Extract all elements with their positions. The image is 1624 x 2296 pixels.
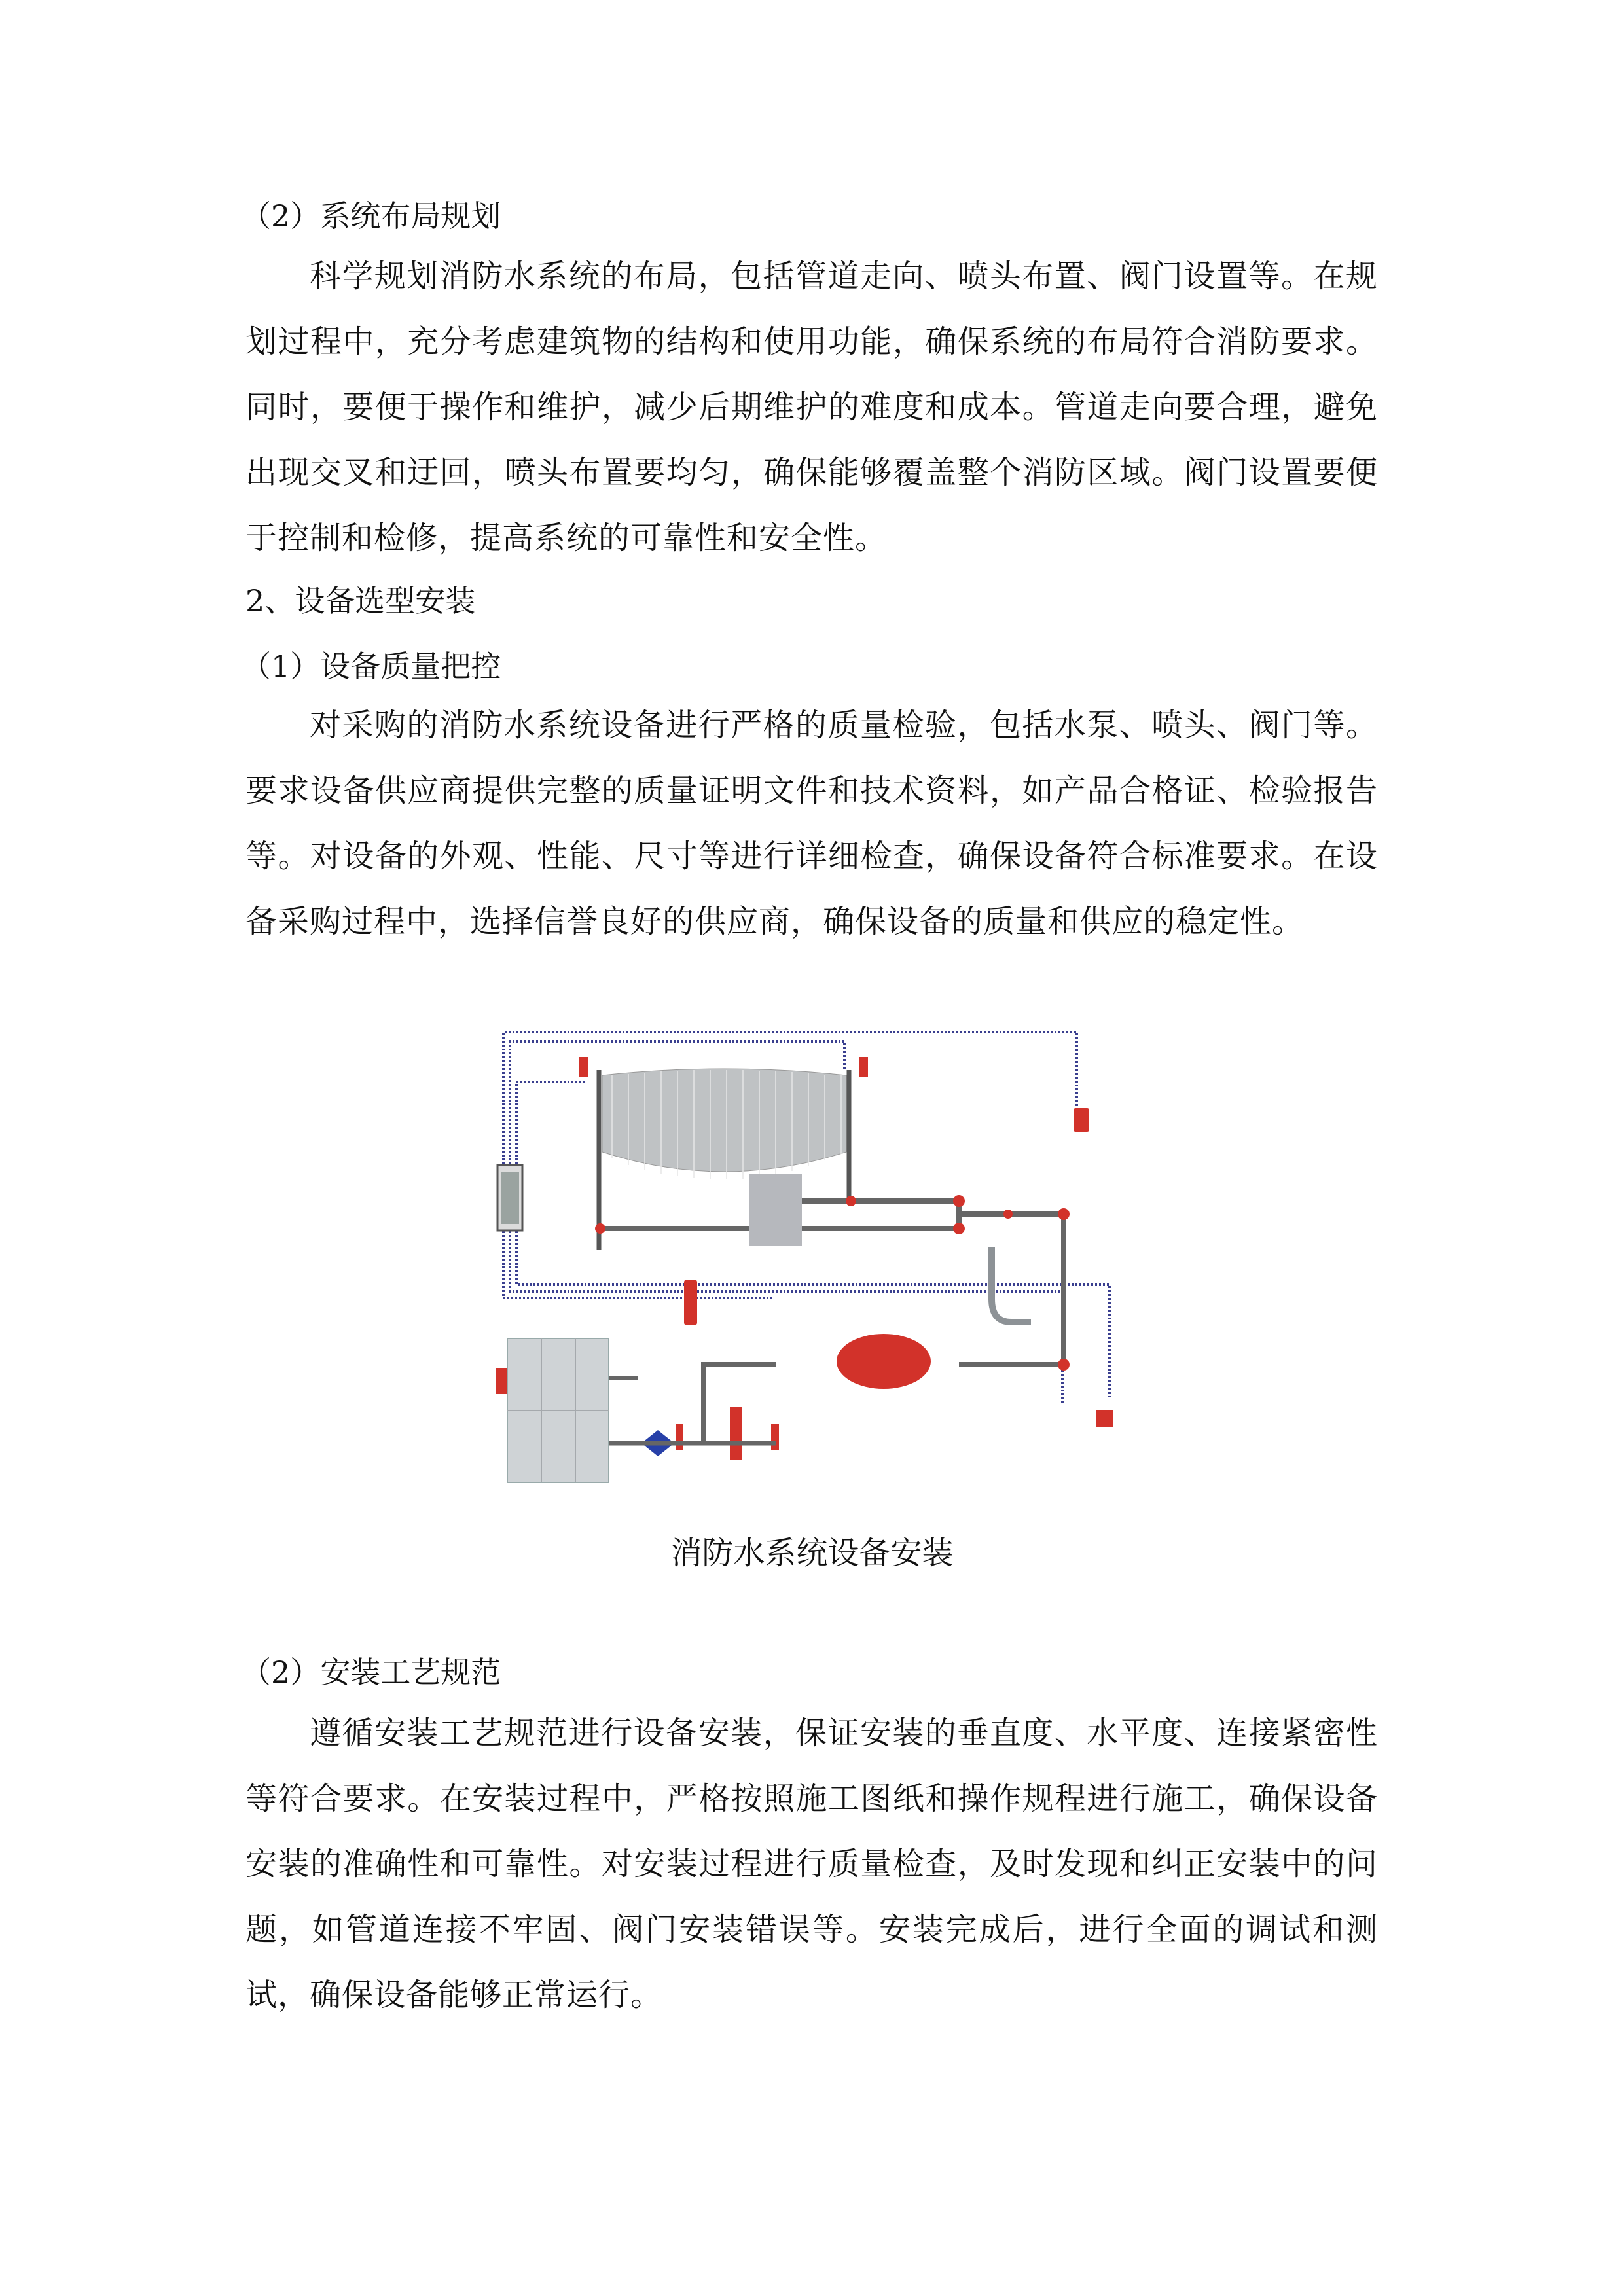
alarm-bell: [1074, 1108, 1089, 1132]
figure-caption: 消防水系统设备安装: [670, 1535, 954, 1571]
pressure-tank: [684, 1280, 697, 1325]
heading-quality-control: （1）设备质量把控: [241, 649, 501, 684]
fire-pump: [730, 1407, 742, 1460]
foam-tank: [837, 1334, 931, 1389]
deluge-valve-box: [749, 1174, 802, 1246]
sprinkler-curtain: [602, 1069, 846, 1172]
manual-alarm-button: [1096, 1410, 1113, 1427]
paragraph-layout-planning: 科学规划消防水系统的布局，包括管道走向、喷头布置、阀门设置等。在规划过程中，充分考虑建筑物的结构和使用功能，确保系统的布局符合消防要求。同时，要便于操作和维护，减少后期维护的难度和成本。管道走向要合理，避免出现交叉和迂回，喷头布置要均匀，确保能够覆盖整个消防区域。阀门设置要便于控制和检修，提高系统的可靠性和安全性。: [245, 258, 1378, 556]
paragraph-quality-control: 对采购的消防水系统设备进行严格的质量检验，包括水泵、喷头、阀门等。要求设备供应商提供完整的质量证明文件和技术资料，如产品合格证、检验报告等。对设备的外观、性能、尺寸等进行详细检查，确保设备符合标准要求。在设备采购过程中，选择信誉良好的供应商，确保设备的质量和供应的稳定性。: [245, 707, 1378, 940]
paragraph-installation-standards: 遵循安装工艺规范进行设备安装，保证安装的垂直度、水平度、连接紧密性等符合要求。在安装过程中，严格按照施工图纸和操作规程进行施工，确保设备安装的准确性和可靠性。对安装过程进行质量检查，及时发现和纠正安装中的问题，如管道连接不牢固、阀门安装错误等。安装完成后，进行全面的调试和测试，确保设备能够正常运行。: [245, 1715, 1378, 2013]
system-diagram-svg: [488, 1024, 1139, 1528]
heading-layout-planning: （2）系统布局规划: [241, 198, 501, 234]
heading-equipment-selection: 2、设备选型安装: [245, 583, 476, 619]
fire-water-system-diagram: [488, 1024, 1139, 1528]
heading-installation-standards: （2）安装工艺规范: [241, 1655, 501, 1690]
